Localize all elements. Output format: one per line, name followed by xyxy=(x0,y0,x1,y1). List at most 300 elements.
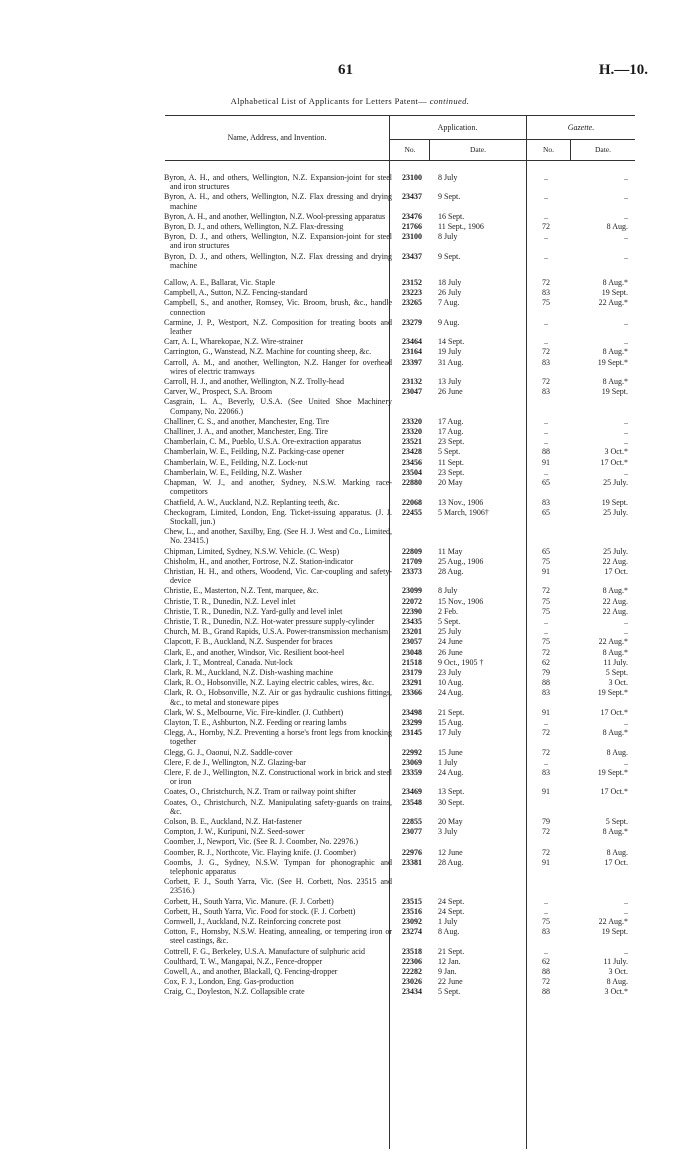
application-number: 22390 xyxy=(402,606,422,616)
gazette-date: .. xyxy=(624,416,628,426)
gazette-date xyxy=(568,527,628,545)
list-item xyxy=(164,688,636,706)
application-number: 23179 xyxy=(402,667,422,677)
list-item xyxy=(164,748,636,757)
gazette-number: 75 xyxy=(542,596,550,606)
gazette-number xyxy=(524,798,568,816)
application-date: 24 June xyxy=(438,637,463,647)
gazette-number: 65 xyxy=(542,546,550,556)
gazette-date: .. xyxy=(624,437,628,447)
entry-text: Cornwell, J., Auckland, N.Z. Reinforcing concrete post xyxy=(164,917,341,927)
header-app-date: Date. xyxy=(469,145,487,154)
gazette-date: .. xyxy=(624,232,628,242)
gazette-date: 8 Aug. xyxy=(606,747,628,757)
application-number: 22455 xyxy=(402,507,422,517)
gazette-number: .. xyxy=(544,251,548,261)
entry-text: Clere, F. de J., Wellington, N.Z. Constructional work in brick and steel or iron xyxy=(164,767,392,787)
application-number: 23548 xyxy=(402,797,422,807)
application-date: 10 Aug. xyxy=(438,678,464,688)
entry-text: Chatfield, A. W., Auckland, N.Z. Replanting teeth, &c. xyxy=(164,497,340,507)
entry-text: Byron, A. H., and others, Wellington, N.Z. Flax dressing and drying machine xyxy=(164,192,392,211)
gazette-date: 19 Sept.* xyxy=(597,688,628,698)
gazette-date: 19 Sept. xyxy=(601,927,628,937)
gazette-number: 65 xyxy=(542,478,550,488)
list-item xyxy=(164,837,636,846)
entry-text: Clark, J. T., Montreal, Canada. Nut-lock xyxy=(164,657,293,667)
gazette-date: 17 Oct. xyxy=(604,857,628,867)
list-item xyxy=(164,252,636,270)
application-number: 23434 xyxy=(402,987,422,997)
application-number: 22282 xyxy=(402,967,422,977)
application-date: 9 Jan. xyxy=(438,967,457,977)
application-date: 26 July xyxy=(438,288,462,298)
application-date: 9 Sept. xyxy=(438,251,461,261)
gazette-date: .. xyxy=(624,251,628,261)
application-number: 23279 xyxy=(402,317,422,327)
application-date: 26 June xyxy=(438,387,463,397)
gazette-date xyxy=(568,798,628,816)
gazette-date: 8 Aug.* xyxy=(602,347,628,357)
application-date: 8 July xyxy=(438,232,458,242)
header-gaz-no: No. xyxy=(542,145,555,154)
application-date: 17 July xyxy=(438,728,462,738)
gazette-number: 72 xyxy=(542,827,550,837)
application-number: 23092 xyxy=(402,917,422,927)
application-number: 23456 xyxy=(402,457,422,467)
entry-text: Clark, R. O., Hobsonville, N.Z. Laying electric cables, wires, &c. xyxy=(164,678,374,688)
list-item xyxy=(164,567,636,585)
gazette-date: .. xyxy=(624,616,628,626)
list-item xyxy=(164,827,636,836)
gazette-date: 11 July. xyxy=(603,956,628,966)
gazette-number: 83 xyxy=(542,497,550,507)
entry-text: Campbell, A., Sutton, N.Z. Fencing-standard xyxy=(164,288,308,298)
gazette-date: 3 Oct.* xyxy=(604,987,628,997)
list-item xyxy=(164,498,636,507)
application-number: 23515 xyxy=(402,896,422,906)
gazette-date: 8 Aug.* xyxy=(602,377,628,387)
application-number: 23132 xyxy=(402,377,422,387)
entry-text: Campbell, S., and another, Romsey, Vic. Broom, brush, &c., handle connection xyxy=(164,298,392,317)
application-number: 23201 xyxy=(402,627,422,637)
entry-text: Coomber, R. J., Northcote, Vic. Flaying knife. (J. Coomber) xyxy=(164,847,356,857)
gazette-number: 65 xyxy=(542,507,550,517)
gazette-date: .. xyxy=(624,337,628,347)
gazette-date: 17 Oct. xyxy=(604,566,628,576)
gazette-date: .. xyxy=(624,906,628,916)
gazette-number: 72 xyxy=(542,377,550,387)
list-item xyxy=(164,658,636,667)
application-number: 23069 xyxy=(402,757,422,767)
application-date: 9 Oct., 1905 † xyxy=(438,657,484,667)
application-date: 11 Sept. xyxy=(438,457,464,467)
list-item xyxy=(164,318,636,336)
gazette-date: .. xyxy=(624,427,628,437)
application-number: 23366 xyxy=(402,688,422,698)
entry-text: Christie, T. R., Dunedin, N.Z. Yard-gully and level inlet xyxy=(164,606,343,616)
application-number: 23265 xyxy=(402,298,422,308)
application-number: 23516 xyxy=(402,906,422,916)
list-item xyxy=(164,478,636,496)
application-date: 12 Jan. xyxy=(438,956,461,966)
list-item xyxy=(164,607,636,616)
application-date: 13 July xyxy=(438,377,462,387)
entry-text: Coombs, J. G., Sydney, N.S.W. Tympan for phonographic and telephonic apparatus xyxy=(164,857,392,877)
list-item xyxy=(164,648,636,657)
gazette-number: 83 xyxy=(542,927,550,937)
list-item xyxy=(164,222,636,231)
entry-text: Callow, A. E., Ballarat, Vic. Staple xyxy=(164,278,276,288)
list-item xyxy=(164,768,636,786)
application-number: 21766 xyxy=(402,222,422,232)
application-date: 5 Sept. xyxy=(438,447,461,457)
application-date: 23 Sept. xyxy=(438,437,465,447)
gazette-date: 17 Oct.* xyxy=(600,707,628,717)
entry-text: Clark, E., and another, Windsor, Vic. Resilient boot-heel xyxy=(164,647,345,657)
application-date: 11 Sept., 1906 xyxy=(438,222,484,232)
list-item xyxy=(164,458,636,467)
gazette-number xyxy=(524,397,568,415)
application-number: 23320 xyxy=(402,416,422,426)
gazette-number: .. xyxy=(544,946,548,956)
entry-text: Craig, C., Doyleston, N.Z. Collapsible crate xyxy=(164,987,305,997)
gazette-number: .. xyxy=(544,416,548,426)
entry-text: Byron, D. J., and others, Wellington, N.Z. Flax-dressing xyxy=(164,222,344,232)
entry-text: Byron, A. H., and others, Wellington, N.Z. Expansion-joint for steel and iron structures xyxy=(164,173,392,192)
entry-text: Carver, W., Prospect, S.A. Broom xyxy=(164,387,273,397)
gazette-number: 83 xyxy=(542,357,550,367)
application-number: 23099 xyxy=(402,586,422,596)
gazette-date: .. xyxy=(624,757,628,767)
application-number: 23397 xyxy=(402,357,422,367)
gazette-number: 88 xyxy=(542,987,550,997)
gazette-date: 8 Aug. xyxy=(606,847,628,857)
application-number: 23437 xyxy=(402,192,422,202)
entry-text: Cottrell, F. G., Berkeley, U.S.A. Manufacture of sulphuric acid xyxy=(164,946,366,956)
list-item xyxy=(164,708,636,717)
application-number: 23048 xyxy=(402,647,422,657)
gazette-date: 5 Sept. xyxy=(605,817,628,826)
entry-text: Christie, E., Masterton, N.Z. Tent, marquee, &c. xyxy=(164,586,319,596)
application-date: 2 Feb. xyxy=(438,606,458,616)
application-date: 19 July xyxy=(438,347,462,357)
entry-text: Church, M. B., Grand Rapids, U.S.A. Power-transmission mechanism xyxy=(164,627,389,637)
gazette-date: 3 Oct. xyxy=(608,967,628,977)
list-item xyxy=(164,798,636,816)
entry-text: Cotton, F., Hornsby, N.S.W. Heating, annealing, or tempering iron or steel castings, &c. xyxy=(164,927,392,946)
gazette-number: 79 xyxy=(542,667,550,677)
application-date: 24 Aug. xyxy=(438,767,464,777)
entry-text: Chapman, W. J., and another, Sydney, N.S.W. Marking race-competitors xyxy=(164,478,392,497)
application-date: 26 June xyxy=(438,647,463,657)
header-rule xyxy=(390,139,635,140)
list-item xyxy=(164,508,636,526)
gazette-date: 8 Aug.* xyxy=(602,278,628,288)
gazette-date: 19 Sept. xyxy=(601,288,628,298)
list-item xyxy=(164,967,636,976)
application-date xyxy=(432,397,524,415)
gazette-number: .. xyxy=(544,427,548,437)
gazette-number: .. xyxy=(544,437,548,447)
application-number: 23299 xyxy=(402,717,422,727)
entry-text: Cowell, A., and another, Blackall, Q. Fencing-dropper xyxy=(164,967,338,977)
gazette-date: 22 Aug.* xyxy=(598,298,628,308)
application-number: 22976 xyxy=(402,847,422,857)
application-number: 23291 xyxy=(402,678,422,688)
gazette-number: 91 xyxy=(542,857,550,867)
gazette-date: 19 Sept.* xyxy=(597,767,628,777)
list-item xyxy=(164,597,636,606)
application-date: 24 Aug. xyxy=(438,688,464,698)
application-number xyxy=(392,397,432,415)
gazette-number: 91 xyxy=(542,457,550,467)
application-number: 23437 xyxy=(402,251,422,261)
list-item xyxy=(164,347,636,356)
entry-text: Checkogram, Limited, London, Eng. Ticket-issuing apparatus. (J. J. Stockall, jun.) xyxy=(164,507,392,526)
entry-text: Christie, T. R., Dunedin, N.Z. Hot-water pressure supply-cylinder xyxy=(164,616,375,626)
application-date: 12 June xyxy=(438,847,463,857)
application-date: 1 July xyxy=(438,757,458,767)
application-number: 23428 xyxy=(402,447,422,457)
gazette-date: 8 Aug.* xyxy=(602,827,628,837)
list-item xyxy=(164,897,636,906)
application-number: 23498 xyxy=(402,707,422,717)
application-date xyxy=(432,877,524,895)
list-item xyxy=(164,212,636,221)
gazette-number: .. xyxy=(544,317,548,327)
list-item xyxy=(164,387,636,396)
entry-text: Coates, O., Christchurch, N.Z. Manipulating safety-guards on trains, &c. xyxy=(164,797,392,816)
application-date: 23 Sept. xyxy=(438,467,465,477)
application-number: 21518 xyxy=(402,657,422,667)
application-number: 23381 xyxy=(402,857,422,867)
gazette-number: 62 xyxy=(542,657,550,667)
list-item xyxy=(164,947,636,956)
list-item xyxy=(164,637,636,646)
gazette-number: 88 xyxy=(542,447,550,457)
application-number: 23359 xyxy=(402,767,422,777)
application-number: 23145 xyxy=(402,728,422,738)
application-date: 15 Nov., 1906 xyxy=(438,596,484,606)
list-item xyxy=(164,417,636,426)
application-date: 18 July xyxy=(438,278,462,288)
gazette-number: 72 xyxy=(542,647,550,657)
application-number: 22855 xyxy=(402,817,422,826)
gazette-date: 22 Aug.* xyxy=(598,917,628,927)
application-date: 13 Nov., 1906 xyxy=(438,497,484,507)
gazette-number: .. xyxy=(544,192,548,202)
gazette-date: 25 July. xyxy=(603,507,628,517)
list-item xyxy=(164,527,636,545)
gazette-date: 8 Aug. xyxy=(606,977,628,987)
gazette-date: .. xyxy=(624,317,628,327)
entry-text: Chipman, Limited, Sydney, N.S.W. Vehicle. (C. Wesp) xyxy=(164,546,340,556)
gazette-number: 75 xyxy=(542,556,550,566)
gazette-number: 83 xyxy=(542,387,550,397)
list-item xyxy=(164,547,636,556)
entry-text: Chamberlain, W. E., Feilding, N.Z. Washer xyxy=(164,467,302,477)
application-date xyxy=(432,837,524,846)
list-item xyxy=(164,977,636,986)
application-date: 28 Aug. xyxy=(438,857,464,867)
entry-text: Corbett, F. J., South Yarra, Vic. (See H. Corbett, Nos. 23515 and 23516.) xyxy=(164,877,392,896)
list-item xyxy=(164,586,636,595)
application-date: 24 Sept. xyxy=(438,906,465,916)
entry-text: Colson, B. E., Auckland, N.Z. Hat-fastener xyxy=(164,817,302,826)
application-number: 23057 xyxy=(402,637,422,647)
gazette-date: 19 Sept.* xyxy=(597,357,628,367)
gazette-number: 91 xyxy=(542,787,550,797)
entry-text: Carroll, A. M., and another, Wellington, N.Z. Hanger for overhead wires of electric tramways xyxy=(164,357,392,376)
application-number: 23521 xyxy=(402,437,422,447)
list-item xyxy=(164,848,636,857)
list-item xyxy=(164,668,636,677)
list-item xyxy=(164,858,636,876)
gazette-date: 19 Sept. xyxy=(601,387,628,397)
gazette-date: 19 Sept. xyxy=(601,497,628,507)
application-date: 7 Aug. xyxy=(438,298,460,308)
list-item xyxy=(164,232,636,250)
list-item xyxy=(164,627,636,636)
entry-text: Corbett, H., South Yarra, Vic. Manure. (F. J. Corbett) xyxy=(164,896,334,906)
entry-text: Clegg, G. J., Oaonui, N.Z. Saddle-cover xyxy=(164,747,293,757)
gazette-number: 72 xyxy=(542,728,550,738)
application-date: 16 Sept. xyxy=(438,211,465,221)
application-date: 9 Sept. xyxy=(438,192,461,202)
list-item xyxy=(164,288,636,297)
entry-text: Byron, D. J., and others, Wellington, N.Z. Flax dressing and drying machine xyxy=(164,251,392,270)
gazette-date: .. xyxy=(624,192,628,202)
gazette-date: 8 Aug.* xyxy=(602,586,628,596)
application-date: 28 Aug. xyxy=(438,566,464,576)
gazette-date: 8 Aug.* xyxy=(602,728,628,738)
gazette-number: 72 xyxy=(542,278,550,288)
application-number: 23464 xyxy=(402,337,422,347)
application-number: 23504 xyxy=(402,467,422,477)
header-app-no: No. xyxy=(404,145,416,154)
application-date: 5 Sept. xyxy=(438,616,461,626)
gazette-date: 25 July. xyxy=(603,478,628,488)
gazette-date xyxy=(568,877,628,895)
application-number xyxy=(392,527,432,545)
list-item xyxy=(164,787,636,796)
application-date: 17 Aug. xyxy=(438,416,464,426)
list-item xyxy=(164,927,636,945)
list-item xyxy=(164,468,636,477)
list-item xyxy=(164,173,636,191)
gazette-number: .. xyxy=(544,906,548,916)
gazette-number: 91 xyxy=(542,707,550,717)
entry-text: Cox, F. J., London, Eng. Gas-production xyxy=(164,977,294,987)
application-number: 23047 xyxy=(402,387,422,397)
gazette-number: 72 xyxy=(542,222,550,232)
application-date: 8 July xyxy=(438,173,458,182)
list-item xyxy=(164,617,636,626)
list-item xyxy=(164,817,636,826)
gazette-date: 11 July. xyxy=(603,657,628,667)
list-item xyxy=(164,437,636,446)
gazette-date: 22 Aug.* xyxy=(598,637,628,647)
gazette-number xyxy=(524,837,568,846)
application-date: 23 July xyxy=(438,667,462,677)
gazette-number: .. xyxy=(544,337,548,347)
application-date: 1 July xyxy=(438,917,458,927)
gazette-number: 88 xyxy=(542,967,550,977)
application-date: 20 May xyxy=(438,478,463,488)
application-number: 22306 xyxy=(402,956,422,966)
entry-text: Corbett, H., South Yarra, Vic. Food for stock. (F. J. Corbett) xyxy=(164,906,356,916)
table-header xyxy=(165,115,635,161)
gazette-number: 75 xyxy=(542,606,550,616)
gazette-date: 25 July. xyxy=(603,546,628,556)
gazette-date: 17 Oct.* xyxy=(600,457,628,467)
application-number: 23518 xyxy=(402,946,422,956)
gazette-date: 3 Oct. xyxy=(608,678,628,688)
gazette-number: .. xyxy=(544,173,548,182)
gazette-number: 75 xyxy=(542,637,550,647)
list-item xyxy=(164,917,636,926)
application-date: 25 July xyxy=(438,627,462,637)
application-date: 11 May xyxy=(438,546,463,556)
document-reference: H.—10. xyxy=(598,62,648,78)
gazette-number: .. xyxy=(544,717,548,727)
gazette-date: .. xyxy=(624,173,628,182)
entry-text: Challiner, J. A., and another, Manchester, Eng. Tire xyxy=(164,427,328,437)
entry-text: Byron, D. J., and others, Wellington, N.Z. Expansion-joint for steel and iron structures xyxy=(164,232,392,251)
application-number: 23223 xyxy=(402,288,422,298)
gazette-date: .. xyxy=(624,467,628,477)
entry-text: Chamberlain, W. E., Feilding, N.Z. Lock-nut xyxy=(164,457,308,467)
applicant-list xyxy=(164,173,636,998)
list-item xyxy=(164,337,636,346)
application-number: 23274 xyxy=(402,927,422,937)
header-name: Name, Address, and Invention. xyxy=(227,133,327,142)
entry-text: Coates, O., Christchurch, N.Z. Tram or railway point shifter xyxy=(164,787,356,797)
gazette-number: 72 xyxy=(542,847,550,857)
list-item xyxy=(164,358,636,376)
gazette-number: 72 xyxy=(542,747,550,757)
entry-text: Clapcott, F. B., Auckland, N.Z. Suspender for braces xyxy=(164,637,333,647)
list-item xyxy=(164,718,636,727)
gazette-date: 17 Oct.* xyxy=(600,787,628,797)
list-item xyxy=(164,758,636,767)
application-number: 23152 xyxy=(402,278,422,288)
application-date xyxy=(432,527,524,545)
application-date: 14 Sept. xyxy=(438,337,465,347)
gazette-number: 72 xyxy=(542,586,550,596)
list-item xyxy=(164,907,636,916)
gazette-number: 79 xyxy=(542,817,550,826)
list-item xyxy=(164,678,636,687)
application-date: 9 Aug. xyxy=(438,317,460,327)
application-date: 17 Aug. xyxy=(438,427,464,437)
gazette-number: 91 xyxy=(542,566,550,576)
application-date: 13 Sept. xyxy=(438,787,465,797)
gazette-number: 62 xyxy=(542,956,550,966)
entry-text: Coulthard, T. W., Mangapai, N.Z., Fence-dropper xyxy=(164,956,323,966)
application-number: 22068 xyxy=(402,497,422,507)
entry-text: Christian, H. H., and others, Woodend, Vic. Car-coupling and safety-device xyxy=(164,566,392,586)
gazette-date: 22 Aug. xyxy=(602,596,628,606)
list-title-continued: continued. xyxy=(429,96,470,106)
gazette-number: 75 xyxy=(542,298,550,308)
entry-text: Chamberlain, W. E., Feilding, N.Z. Packing-case opener xyxy=(164,447,345,457)
entry-text: Clark, R. M., Auckland, N.Z. Dish-washing machine xyxy=(164,667,334,677)
gazette-date: 8 Aug.* xyxy=(602,647,628,657)
entry-text: Carrington, G., Wanstead, N.Z. Machine for counting sheep, &c. xyxy=(164,347,372,357)
entry-text: Coomber, J., Newport, Vic. (See R. J. Coomber, No. 22976.) xyxy=(164,837,359,847)
gazette-number: 72 xyxy=(542,347,550,357)
